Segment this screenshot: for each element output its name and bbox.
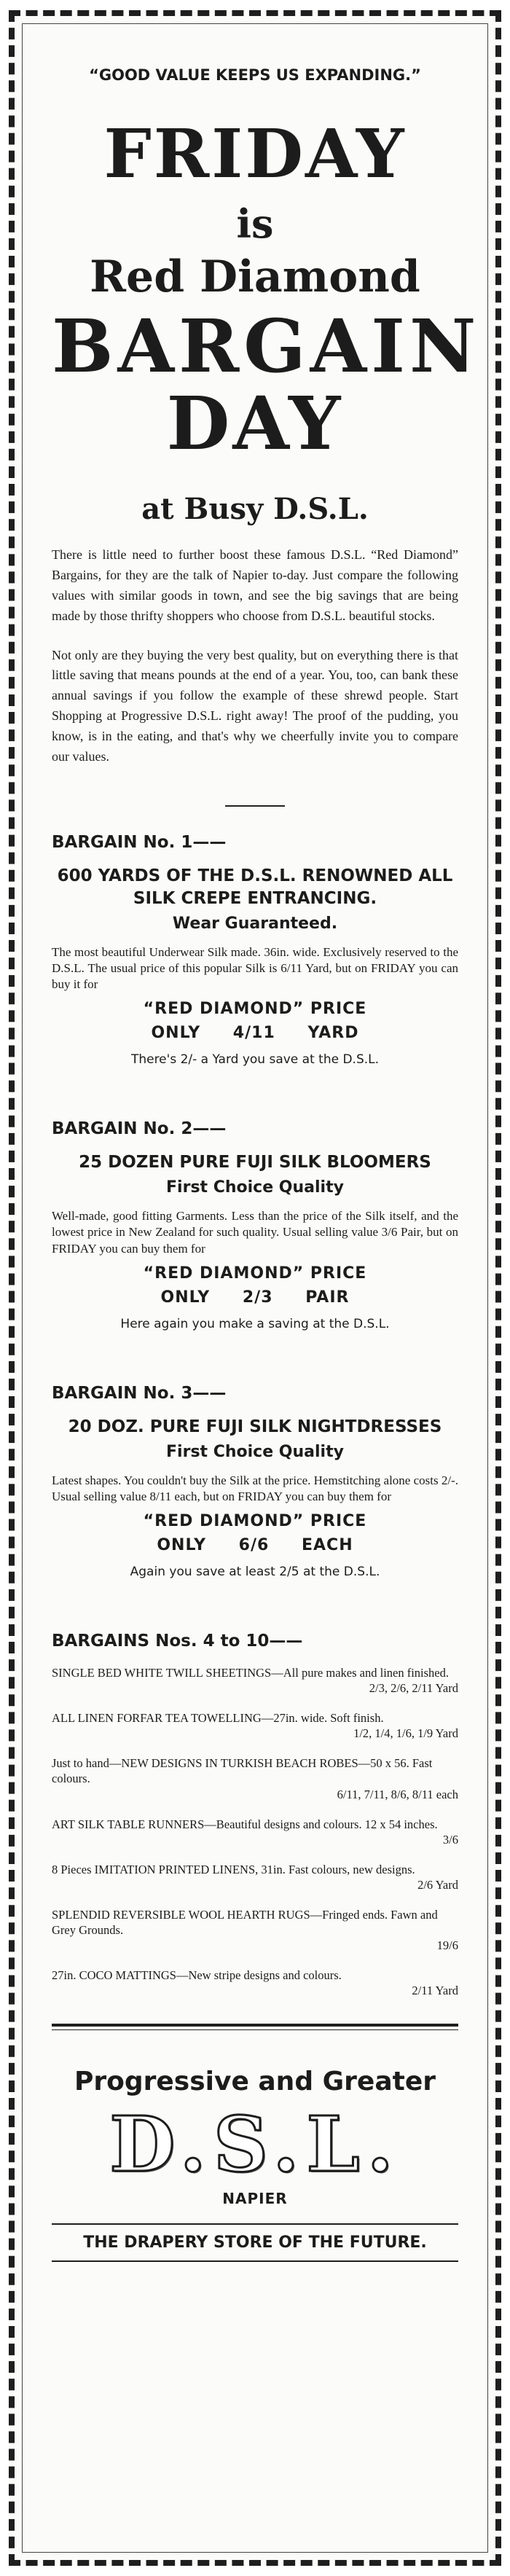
bargain-heading: BARGAIN No. 3—— (52, 1383, 227, 1403)
saving-note: There's 2/- a Yard you save at the D.S.L. (130, 1052, 380, 1068)
saving-note: Again you save at least 2/5 at the D.S.L. (130, 1564, 380, 1579)
bargains-4-to-10 (52, 1632, 458, 1999)
bargain-2 (52, 1119, 458, 1331)
saving-note: Here again you make a saving at the D.S.L. (120, 1316, 390, 1331)
list-item (52, 1907, 458, 1953)
list-item-text: 8 Pieces IMITATION PRINTED LINENS, 31in. Fast colours, new designs. (52, 1862, 415, 1876)
headline-busy-dsl: at Busy D.S.L. (141, 492, 369, 526)
list-item-text: Just to hand—NEW DESIGNS IN TURKISH BEACH ROBES—50 x 56. Fast colours. (52, 1756, 433, 1786)
bargain-heading: BARGAIN No. 1—— (52, 832, 227, 852)
price-only: ONLY (151, 1024, 201, 1043)
list-item-price: 19/6 (436, 1938, 458, 1953)
tagline: THE DRAPERY STORE OF THE FUTURE. (83, 2233, 427, 2252)
price-unit: YARD (307, 1024, 359, 1043)
divider-thin (52, 2029, 458, 2030)
list-item (52, 1862, 458, 1892)
price-value: 2/3 (242, 1288, 273, 1307)
price-only: ONLY (157, 1535, 206, 1554)
bargain-1 (52, 833, 458, 1067)
price-label: “RED DIAMOND” PRICE (143, 1000, 367, 1019)
intro-paragraph-1: There is little need to further boost these famous D.S.L. “Red Diamond” Bargains, for they are the talk of Napier to-day. Just compare the following values with similar goods in town, and see the big savings that are being made by those thrifty shoppers who choose from D.S.L. beautiful stocks. (52, 547, 458, 623)
advertisement-border (9, 10, 501, 2566)
price-line (52, 1288, 458, 1307)
footer-progressive: Progressive and Greater (74, 2066, 436, 2097)
intro-paragraph-2: Not only are they buying the very best quality, but on everything there is that little saving that means pounds at the end of a year. You, too, can bank these annual savings if you follow the example of these shrewd people. Start Shopping at Progressive D.S.L. right away! The proof of the pudding, you know, is in the eating, and that's why we cheerfully invite you to compare our values. (52, 647, 458, 764)
bargain-subtitle: First Choice Quality (166, 1178, 344, 1197)
list-item-price: 3/6 (442, 1832, 458, 1847)
bargain-subtitle: First Choice Quality (166, 1442, 344, 1461)
price-only: ONLY (160, 1288, 211, 1307)
price-label: “RED DIAMOND” PRICE (143, 1264, 367, 1283)
list-item-text: ART SILK TABLE RUNNERS—Beautiful designs and colours. 12 x 54 inches. (52, 1817, 438, 1831)
dsl-logo: D.S.L. (109, 2099, 401, 2189)
bargain-description: Latest shapes. You couldn't buy the Silk at the price. Hemstitching alone costs 2/-. Usual selling value 8/11 each, but on FRIDAY you can buy them for (52, 1473, 458, 1503)
headline-day: DAY (166, 380, 344, 466)
bargain-title: 25 DOZEN PURE FUJI SILK BLOOMERS (79, 1153, 431, 1172)
bargain-3 (52, 1384, 458, 1579)
list-item (52, 1710, 458, 1741)
divider-thick (52, 2024, 458, 2027)
divider (225, 805, 285, 807)
list-item (52, 1968, 458, 1998)
bargain-title: 600 YARDS OF THE D.S.L. RENOWNED ALL SILK CREPE ENTRANCING. (57, 866, 453, 908)
advertisement-body (22, 23, 488, 2553)
headline-is: is (236, 200, 274, 247)
list-item (52, 1817, 458, 1847)
price-unit: PAIR (305, 1288, 350, 1307)
bargain-description: Well-made, good fitting Garments. Less than the price of the Silk itself, and the lowest price in New Zealand for such quality. Usual selling value 3/6 Pair, but on FRIDAY you can buy them for (52, 1209, 458, 1256)
price-label: “RED DIAMOND” PRICE (143, 1511, 367, 1530)
headline-red-diamond: Red Diamond (90, 251, 420, 302)
list-item-price: 1/2, 1/4, 1/6, 1/9 Yard (353, 1726, 458, 1741)
price-value: 6/6 (238, 1535, 270, 1554)
list-item (52, 1665, 458, 1696)
list-item-price: 2/3, 2/6, 2/11 Yard (369, 1680, 458, 1695)
slogan: “GOOD VALUE KEEPS US EXPANDING.” (89, 66, 421, 84)
list-item-price: 6/11, 7/11, 8/6, 8/11 each (337, 1787, 458, 1801)
list-item-price: 2/11 Yard (412, 1984, 458, 1998)
list-item-text: 27in. COCO MATTINGS—New stripe designs and colours. (52, 1968, 342, 1983)
tagline-box (52, 2223, 458, 2262)
list-item-price: 2/6 Yard (417, 1877, 458, 1892)
bargain-heading: BARGAINS Nos. 4 to 10—— (52, 1631, 303, 1651)
headline-bargain: BARGAIN (52, 303, 481, 389)
price-unit: EACH (302, 1535, 353, 1554)
price-line (52, 1024, 458, 1042)
list-item-text: SPLENDID REVERSIBLE WOOL HEARTH RUGS—Fringed ends. Fawn and Grey Grounds. (52, 1908, 438, 1938)
footer-napier: NAPIER (222, 2189, 288, 2207)
bargain-title: 20 DOZ. PURE FUJI SILK NIGHTDRESSES (68, 1417, 442, 1436)
list-item-text: SINGLE BED WHITE TWILL SHEETINGS—All pure makes and linen finished. (52, 1665, 450, 1680)
price-value: 4/11 (232, 1024, 275, 1043)
list-item-text: ALL LINEN FORFAR TEA TOWELLING—27in. wide. Soft finish. (52, 1711, 384, 1726)
headline-friday: FRIDAY (103, 114, 407, 193)
list-item (52, 1755, 458, 1801)
bargain-heading: BARGAIN No. 2—— (52, 1119, 227, 1139)
price-line (52, 1536, 458, 1554)
bargain-description: The most beautiful Underwear Silk made. 36in. wide. Exclusively reserved to the D.S.L. The usual price of this popular Silk is 6/11 Yard, but on FRIDAY you can buy it for (52, 945, 458, 992)
bargain-subtitle: Wear Guaranteed. (172, 915, 338, 933)
